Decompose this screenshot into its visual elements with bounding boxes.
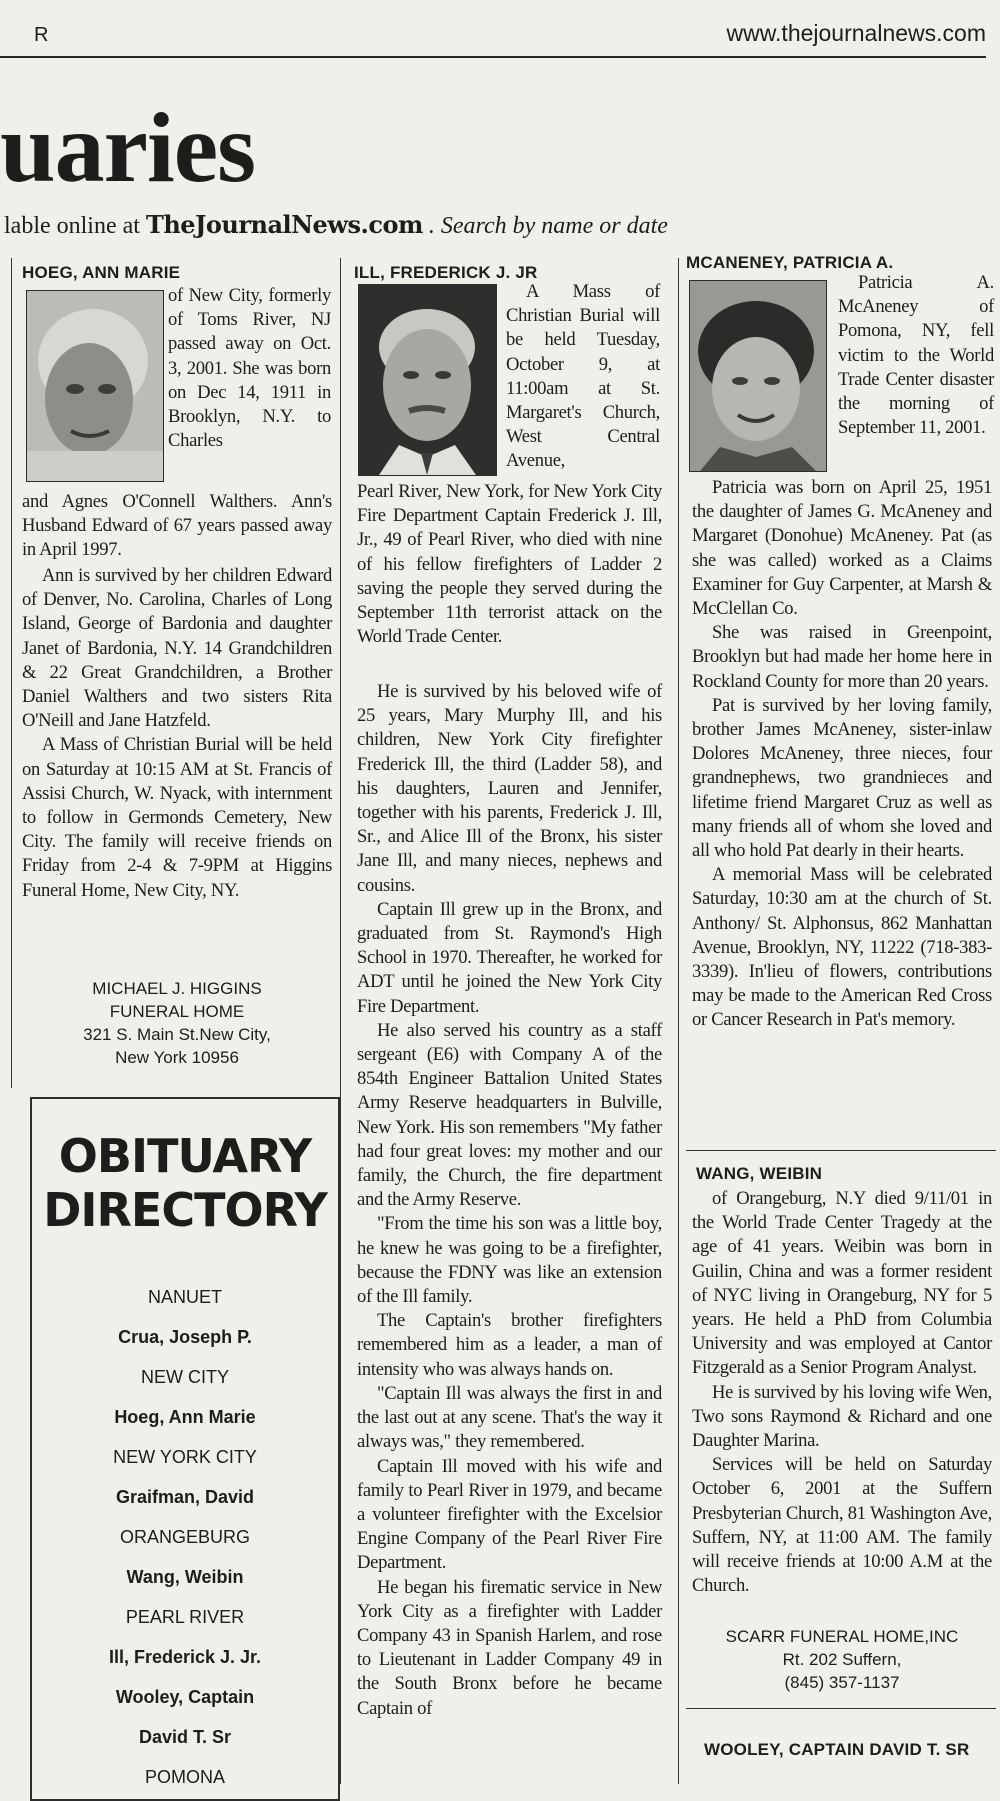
column-rule-1 bbox=[340, 258, 341, 1784]
paragraph: Captain Ill moved with his wife and family to Pearl River in 1979, and became a volunteer firefighter with the Excelsior Engine Company of the Pearl River Fire Department. bbox=[357, 1455, 662, 1574]
directory-town: NEW CITY bbox=[141, 1367, 229, 1387]
site-url: www.thejournalnews.com bbox=[726, 20, 986, 46]
paragraph: He began his firematic service in New York City as a firefighter with Ladder Company 43 in Spanish Harlem, and rose to Lieutenant in Ladder Company 49 in the South Bronx before he became Captain of bbox=[357, 1576, 662, 1719]
portrait-photo-mcaneney bbox=[689, 280, 827, 472]
obituary-lead-mcaneney: Patricia A. McAneney of Pomona, NY, fell victim to the World Trade Center disaster the morning of September 11, 2001. bbox=[838, 272, 994, 439]
column-rule-2 bbox=[678, 258, 679, 1784]
directory-name: Ill, Frederick J. Jr. bbox=[108, 1647, 262, 1667]
directory-town: POMONA bbox=[144, 1767, 225, 1787]
directory-name: Wang, Weibin bbox=[126, 1567, 244, 1587]
obituary-lead-hoeg: of New City, formerly of Toms River, NJ passed away on Oct. 3, 2001. She was born on Dec 14, 1911 in Brooklyn, N.Y. to Charles bbox=[168, 285, 331, 452]
paragraph: He is survived by his beloved wife of 25 years, Mary Murphy Ill, and his children, New York City firefighter Frederick Ill, the third (Ladder 58), and his daughters, Lauren and Jennifer, together with his parents, Frederick J. Ill, Sr., and Alice Ill of the Bronx, his sister Jane Ill, and many nieces, nephews and cousins. bbox=[357, 681, 662, 896]
funeral-home-line: Rt. 202 Suffern, bbox=[782, 1650, 902, 1669]
header-rule bbox=[0, 56, 986, 58]
directory-name: Wooley, Captain bbox=[115, 1687, 255, 1707]
portrait-image bbox=[359, 285, 496, 475]
online-notice-suffix: . Search by name or date bbox=[428, 213, 668, 239]
directory-town: NEW YORK CITY bbox=[113, 1447, 257, 1467]
divider-rule bbox=[686, 1150, 996, 1151]
funeral-home-line: New York 10956 bbox=[115, 1048, 239, 1067]
obituary-headline-mcaneney: MCANENEY, PATRICIA A. bbox=[686, 253, 894, 272]
journalnews-brand: TheJournalNews.com bbox=[145, 210, 423, 239]
obituary-headline-hoeg: HOEG, ANN MARIE bbox=[22, 263, 181, 282]
directory-list bbox=[32, 1277, 338, 1797]
divider-rule bbox=[686, 1708, 996, 1709]
directory-name: Hoeg, Ann Marie bbox=[114, 1407, 256, 1427]
obituary-headline-wooley: WOOLEY, CAPTAIN DAVID T. SR bbox=[704, 1740, 970, 1759]
paragraph: A Mass of Christian Burial will be held on Saturday at 10:15 AM at St. Francis of Assisi Church, W. Nyack, with internment to follow in Germonds Cemetery, New City. The family will receive friends on Friday from 2-4 & 7-9PM at Higgins Funeral Home, New City, NY. bbox=[22, 734, 332, 901]
funeral-home-line: (845) 357-1137 bbox=[784, 1673, 900, 1692]
paragraph: Ann is survived by her children Edward of Denver, No. Carolina, Charles of Long Island, George of Bardonia and daughter Janet of Bardonia, N.Y. 14 Grandchildren & 22 Great Grandchildren, a Brother Daniel Walthers and two sisters Rita O'Neill and Jane Hatzfeld. bbox=[22, 565, 332, 732]
directory-town: ORANGEBURG bbox=[119, 1527, 251, 1547]
paragraph: Services will be held on Saturday October 6, 2001 at the Suffern Presbyterian Church, 81 Washington Ave, Suffern, NY, at 11:00 AM. The family will receive friends at 10:00 A.M at the Church. bbox=[692, 1454, 992, 1597]
obituary-headline-wang: WANG, WEIBIN bbox=[696, 1164, 823, 1183]
paragraph: The Captain's brother firefighters remembered him as a leader, a man of intensity who was always hands on. bbox=[357, 1310, 662, 1380]
paragraph: Pat is survived by her loving family, brother James McAneney, sister-inlaw Dolores McAneney, three nieces, four grandnephews, two grandnieces and lifetime friend Margaret Cruz as well as many friends all of whom she loved and all who hold Pat dearly in their hearts. bbox=[692, 694, 992, 862]
obituary-headline-ill: ILL, FREDERICK J. JR bbox=[354, 263, 538, 282]
paragraph: She was raised in Greenpoint, Brooklyn but had made her home here in Rockland County for more than 20 years. bbox=[692, 622, 992, 692]
directory-title-line: DIRECTORY bbox=[43, 1183, 327, 1237]
funeral-home-line: FUNERAL HOME bbox=[109, 1002, 245, 1021]
portrait-image bbox=[27, 291, 163, 481]
portrait-photo-ill bbox=[358, 284, 497, 476]
directory-town: PEARL RIVER bbox=[125, 1607, 245, 1627]
paragraph: He also served his country as a staff sergeant (E6) with Company A of the 854th Engineer Battalion United States Army Reserve headquarters in Bulville, New York. His son remembers "My father had four great loves: my mother and our family, the Church, the fire department and the Army Reserve. bbox=[357, 1019, 662, 1211]
directory-title bbox=[32, 1129, 338, 1237]
column-rule-left-edge bbox=[11, 258, 12, 1088]
funeral-home-line: SCARR FUNERAL HOME,INC bbox=[725, 1627, 959, 1646]
online-notice-prefix: lable online at bbox=[4, 213, 140, 239]
paragraph: "Captain Ill was always the first in and the last out at any scene. That's the way it always was," they remembered. bbox=[357, 1382, 662, 1453]
paragraph: of Orangeburg, N.Y died 9/11/01 in the World Trade Center Tragedy at the age of 41 years. Weibin was born in Guilin, China and was a former resident of NYC living in Orangeburg, NY for 5 years. He held a PhD from Columbia University and was employed at Cantor Fitzgerald as a Senior Program Analyst. bbox=[692, 1188, 992, 1379]
funeral-home-line: 321 S. Main St.New City, bbox=[83, 1025, 271, 1044]
funeral-home-higgins bbox=[22, 977, 332, 1069]
section-masthead: uaries bbox=[0, 92, 256, 203]
obituary-body-wang bbox=[692, 1187, 992, 1598]
directory-name: David T. Sr bbox=[138, 1727, 232, 1747]
directory-town: NANUET bbox=[147, 1287, 222, 1307]
portrait-image bbox=[690, 281, 826, 471]
directory-name: Crua, Joseph P. bbox=[118, 1327, 252, 1347]
obituary-lead-continued-hoeg: and Agnes O'Connell Walthers. Ann's Husband Edward of 67 years passed away in April 1997. bbox=[22, 491, 332, 561]
directory-title-line: OBITUARY bbox=[58, 1129, 312, 1183]
paragraph: "From the time his son was a little boy, he knew he was going to be a firefighter, because the FDNY was like an extension of the Ill family. bbox=[357, 1213, 662, 1308]
obituary-body-mcaneney bbox=[692, 476, 992, 1033]
paragraph: Patricia was born on April 25, 1951 the daughter of James G. McAneney and Margaret (Donohue) McAneney. Pat (as she was called) worked as a Claims Examiner for Guy Carpenter, at Marsh & McClellan Co. bbox=[692, 477, 992, 620]
paragraph: A memorial Mass will be celebrated Saturday, 10:30 am at the church of St. Anthony/ St. Alphonsus, 862 Manhattan Avenue, Brooklyn, NY, 11222 (718-383-3339). In'lieu of flowers, contributions may be made to the American Red Cross or Cancer Research in Pat's memory. bbox=[692, 864, 992, 1031]
page-folio-letter: R bbox=[34, 24, 49, 46]
obituary-body-hoeg bbox=[22, 564, 332, 903]
funeral-home-scarr bbox=[692, 1625, 992, 1694]
funeral-home-line: MICHAEL J. HIGGINS bbox=[92, 979, 262, 998]
portrait-photo-hoeg bbox=[26, 290, 164, 482]
obituary-body-ill bbox=[357, 680, 662, 1721]
obituary-lead-ill: A Mass of Christian Burial will be held Tuesday, October 9, at 11:00am at St. Margaret's Church, West Central Avenue, bbox=[506, 281, 660, 472]
paragraph: Captain Ill grew up in the Bronx, and graduated from St. Raymond's High School in 1970. Thereafter, he worked for ADT until he joined the New York City Fire Department. bbox=[357, 898, 662, 1017]
obituary-directory-box bbox=[30, 1097, 340, 1801]
directory-name: Graifman, David bbox=[115, 1487, 255, 1507]
online-notice bbox=[4, 210, 668, 240]
paragraph: He is survived by his loving wife Wen, Two sons Raymond & Richard and one Daughter Marina. bbox=[692, 1381, 992, 1452]
obituary-lead-continued-ill: Pearl River, New York, for New York City Fire Department Captain Frederick J. Ill, Jr., 49 of Pearl River, who died with nine of his fellow firefighters of Ladder 2 saving the people they served during the September 11th terrorist attack on the World Trade Center. bbox=[357, 481, 662, 648]
